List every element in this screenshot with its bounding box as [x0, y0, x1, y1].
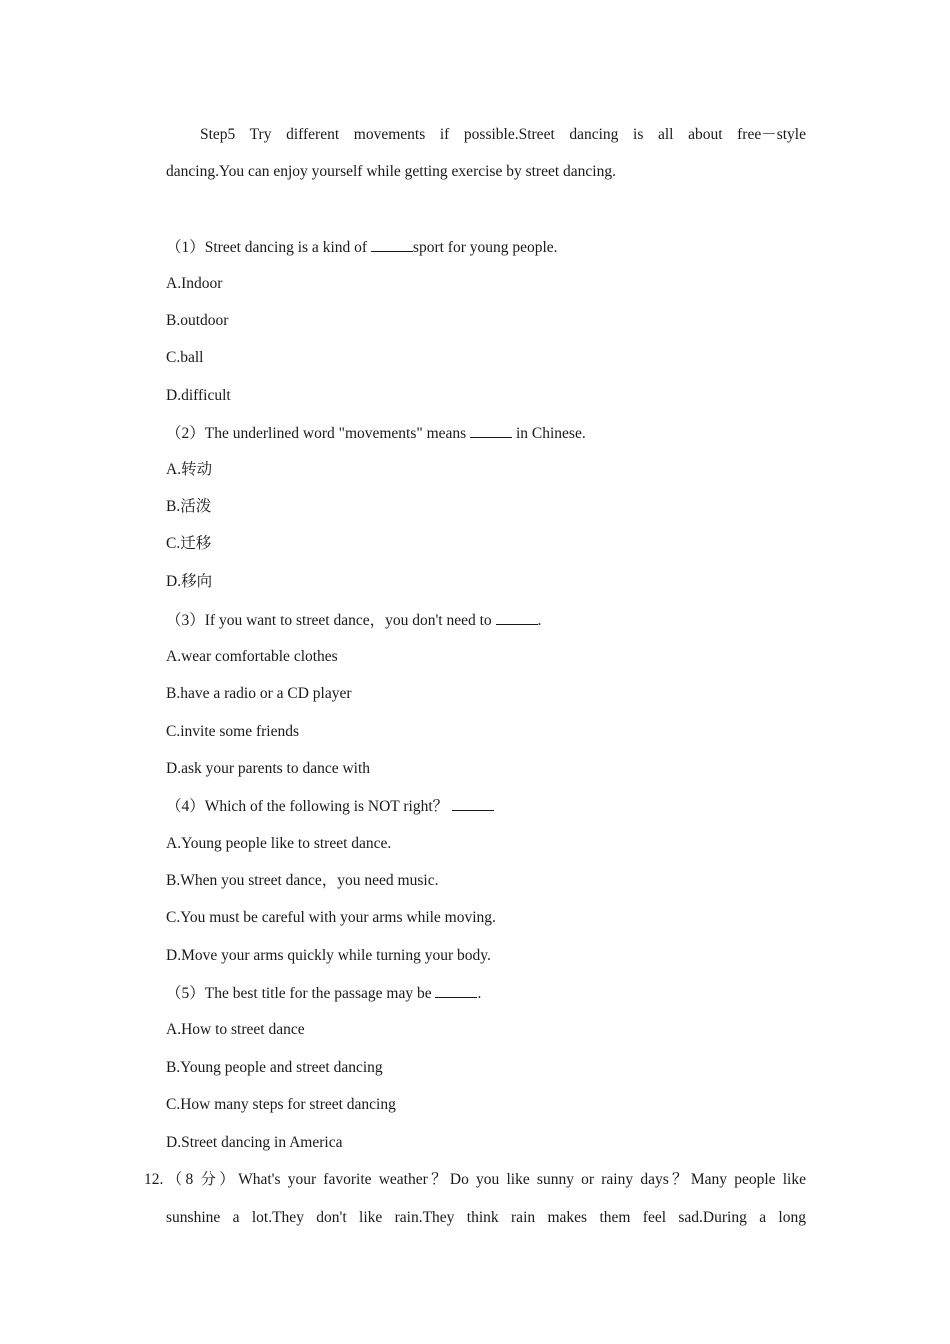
question-4-option-c: C.You must be careful with your arms while moving. [166, 909, 496, 926]
question-5-stem [166, 983, 481, 1004]
question-5-stem-after: . [477, 985, 482, 1002]
question-1-stem [166, 237, 558, 258]
question-1-stem-before: （1）Street dancing is a kind of [166, 239, 371, 256]
question-12-line2: sunshine a lot.They don't like rain.They think rain makes them feel sad.During a long [166, 1209, 806, 1226]
question-2-stem-before: （2）The underlined word "movements" means [166, 425, 471, 442]
question-5-option-d: D.Street dancing in America [166, 1134, 343, 1151]
question-4-option-a: A.Young people like to street dance. [166, 835, 392, 852]
question-1-option-b: B.outdoor [166, 312, 229, 329]
question-1-option-d: D.difficult [166, 387, 231, 404]
question-2-option-a: A.转动 [166, 461, 213, 478]
question-3-stem [166, 610, 541, 631]
answer-blank [470, 423, 512, 438]
answer-blank [452, 796, 494, 811]
question-12-line1: 12.（8 分）What's your favorite weather？Do you like sunny or rainy days？Many people like [144, 1171, 806, 1188]
question-1-option-c: C.ball [166, 349, 204, 366]
question-3-option-b: B.have a radio or a CD player [166, 685, 352, 702]
question-5-option-c: C.How many steps for street dancing [166, 1096, 396, 1113]
answer-blank [496, 610, 538, 625]
question-3-option-a: A.wear comfortable clothes [166, 648, 338, 665]
answer-blank [435, 983, 477, 998]
question-2-option-c: C.迁移 [166, 535, 212, 552]
question-5-option-a: A.How to street dance [166, 1021, 305, 1038]
question-2-option-b: B.活泼 [166, 498, 212, 515]
answer-blank [371, 237, 413, 252]
question-3-stem-before: （3）If you want to street dance，you don't need to [166, 612, 496, 629]
question-2-stem-after: in Chinese. [512, 425, 586, 442]
question-3-option-c: C.invite some friends [166, 723, 300, 740]
question-4-stem [166, 796, 494, 817]
question-4-option-b: B.When you street dance，you need music. [166, 872, 439, 889]
question-4-stem-before: （4）Which of the following is NOT right？ [166, 798, 453, 815]
passage-step5-line2: dancing.You can enjoy yourself while getting exercise by street dancing. [166, 163, 616, 180]
question-5-option-b: B.Young people and street dancing [166, 1059, 383, 1076]
question-3-stem-after: . [537, 612, 542, 629]
question-1-stem-after: sport for young people. [412, 239, 558, 256]
question-2-stem [166, 423, 586, 444]
question-2-option-d: D.移向 [166, 573, 213, 590]
question-5-stem-before: （5）The best title for the passage may be [166, 985, 436, 1002]
question-3-option-d: D.ask your parents to dance with [166, 760, 371, 777]
question-4-option-d: D.Move your arms quickly while turning your body. [166, 947, 491, 964]
question-1-option-a: A.Indoor [166, 275, 223, 292]
passage-step5-line1: Step5 Try different movements if possible.Street dancing is all about free－style [200, 126, 806, 143]
